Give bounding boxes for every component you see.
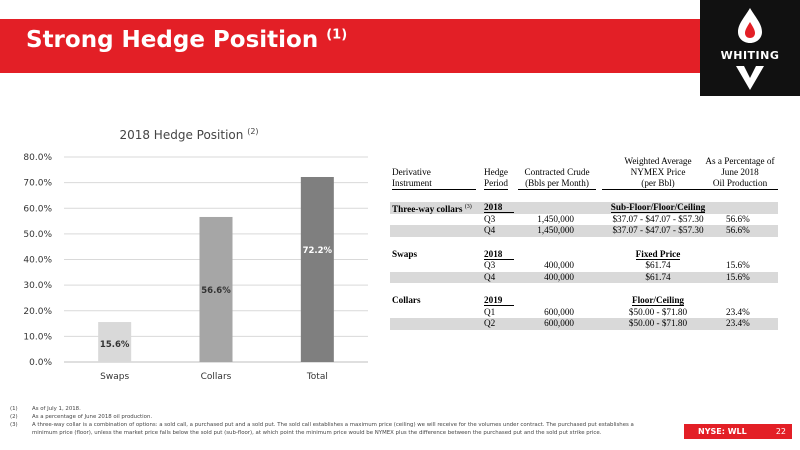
footnote-number: (2) [10, 414, 18, 420]
hedge-table [390, 155, 778, 330]
header-instrument-line1: Derivative [392, 167, 431, 177]
chart-title-text: 2018 Hedge Position [119, 128, 244, 142]
cell-volume: 600,000 [544, 318, 574, 328]
header-pct [702, 156, 778, 190]
section-instrument: Swaps [392, 248, 418, 259]
footnote-number: (3) [10, 422, 18, 428]
cell-pct: 56.6% [726, 225, 750, 235]
table-row [390, 318, 778, 330]
drop-logo-icon [700, 0, 800, 96]
bar-data-label: 15.6% [99, 340, 130, 351]
page-number: 22 [775, 427, 786, 436]
header-price-line2: NYMEX Price [630, 167, 686, 177]
section-instrument-label: Three-way collars [392, 204, 463, 215]
hedge-bar-chart [0, 140, 380, 390]
table-row [390, 307, 778, 319]
logo-text: WHITING [720, 49, 780, 62]
footnote-text: As a percentage of June 2018 oil production. [32, 414, 153, 420]
cell-volume: 400,000 [544, 260, 574, 270]
section-price-header [602, 202, 714, 214]
footnote-text: As of July 1, 2018. [32, 406, 81, 412]
y-tick-label: 80.0% [23, 153, 52, 163]
table-row [390, 214, 778, 226]
page-title-text: Strong Hedge Position [26, 27, 319, 53]
header-volume-line2: (Bbls per Month) [518, 178, 596, 190]
y-tick-label: 60.0% [23, 204, 52, 215]
header-period-line2: Period [484, 178, 508, 188]
x-category-label: Collars [200, 372, 232, 382]
y-tick-label: 50.0% [23, 229, 52, 240]
header-volume [518, 167, 596, 190]
cell-volume: 400,000 [544, 271, 574, 282]
header-period-line1: Hedge [484, 167, 508, 177]
cell-volume: 1,450,000 [537, 213, 574, 224]
section-header-three-way-collars [390, 202, 778, 214]
cell-pct: 23.4% [726, 318, 750, 328]
header-price-line3: (per Bbl) [602, 178, 714, 190]
section-header-collars [390, 295, 778, 307]
header-volume-line1: Contracted Crude [524, 167, 590, 177]
cell-volume: 1,450,000 [537, 225, 574, 235]
header-price [602, 156, 714, 190]
section-year: 2018 [484, 249, 514, 260]
section-header-swaps [390, 249, 778, 261]
bar [301, 177, 334, 362]
footnote-number: (1) [10, 406, 18, 412]
cell-period: Q2 [484, 318, 496, 328]
y-tick-label: 20.0% [23, 306, 52, 317]
cell-price: $50.00 - $71.80 [628, 318, 688, 328]
section-year: 2018 [484, 202, 514, 213]
section-price-header-text: Floor/Ceiling [631, 295, 685, 305]
bar-data-label: 56.6% [201, 285, 231, 296]
header-pct-line1: As a Percentage of [705, 156, 775, 166]
cell-price: $37.07 - $47.07 - $57.30 [612, 225, 704, 235]
y-tick-label: 10.0% [23, 332, 52, 343]
cell-volume: 600,000 [544, 306, 574, 317]
bar-data-label: 72.2% [302, 245, 333, 256]
section-instrument-note: (3) [464, 204, 472, 210]
x-category-label: Swaps [100, 372, 130, 382]
cell-price: $61.74 [645, 260, 671, 270]
cell-price: $61.74 [645, 271, 671, 282]
company-logo [700, 0, 800, 96]
y-tick-label: 0.0% [29, 358, 52, 368]
cell-pct: 23.4% [726, 306, 750, 317]
table-row [390, 225, 778, 237]
section-instrument: Collars [392, 295, 421, 305]
cell-pct: 56.6% [726, 213, 750, 224]
cell-pct: 15.6% [726, 271, 750, 282]
section-price-header-text: Sub-Floor/Floor/Ceiling [610, 202, 706, 212]
page-title-note: (1) [326, 27, 348, 43]
cell-price: $37.07 - $47.07 - $57.30 [612, 213, 704, 224]
cell-period: Q4 [484, 271, 496, 282]
page-title [26, 27, 347, 53]
table-header-row [390, 155, 778, 193]
cell-pct: 15.6% [726, 260, 750, 270]
y-tick-label: 70.0% [23, 178, 52, 189]
header-instrument [392, 167, 476, 190]
ticker-label: NYSE: WLL [698, 427, 747, 436]
x-category-label: Total [306, 372, 328, 382]
table-row [390, 260, 778, 272]
y-tick-label: 40.0% [23, 255, 52, 266]
header-period [484, 167, 508, 190]
cell-period: Q3 [484, 213, 496, 224]
y-tick-label: 30.0% [23, 281, 52, 292]
cell-period: Q1 [484, 306, 496, 317]
section-price-header-text: Fixed Price [635, 248, 681, 259]
header-pct-line3: Oil Production [702, 178, 778, 190]
cell-period: Q3 [484, 260, 496, 270]
section-year: 2019 [484, 295, 514, 306]
header-instrument-line2: Instrument [392, 178, 476, 190]
table-row [390, 272, 778, 284]
header-price-line1: Weighted Average [624, 156, 692, 166]
ticker-badge [684, 424, 792, 439]
chart-title-note: (2) [247, 127, 259, 136]
cell-period: Q4 [484, 225, 496, 235]
section-price-header [602, 295, 714, 307]
header-pct-line2: June 2018 [721, 167, 759, 177]
footnote-text: A three-way collar is a combination of options: a sold call, a purchased put and a sold put. The sold call establishes a maximum price (ceiling) we will receive for the volumes under contract. The purchased put establishes a minimum price (floor), unless the market price falls below the sold put (sub-floor), at which point the minimum price would be NYMEX plus the difference between the purchased put and the sold put strike price. [32, 422, 634, 436]
section-price-header [602, 249, 714, 261]
cell-price: $50.00 - $71.80 [628, 306, 688, 317]
